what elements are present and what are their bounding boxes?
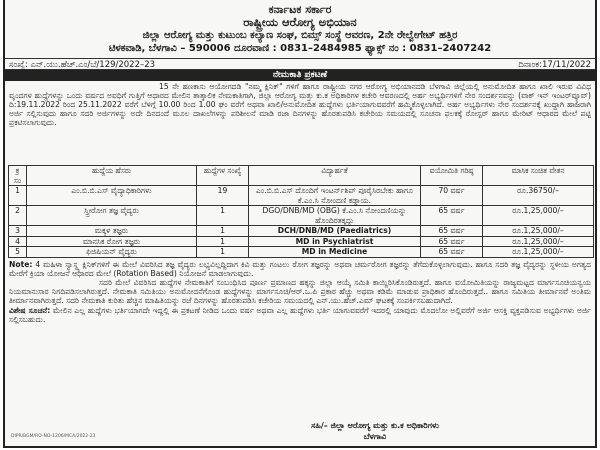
cell-salary: ರೂ.1,25,000/– <box>483 206 594 226</box>
cell-count: 1 <box>197 247 249 258</box>
mission-name: ರಾಷ್ಟ್ರೀಯ ಆರೋಗ್ಯ ಅಭಿಯಾನ <box>243 15 357 29</box>
cell-salary: ರೂ.1,25,000/– <box>483 247 594 258</box>
cell-qualification: DGO/DNB/MD (OBG) ಕೆ.ಎಂ.ಸಿ ನೋಂದಣಿಯನ್ನು ಹೊಂದಿರತಕ್ಕದ್ದು <box>249 206 421 226</box>
recruitment-notice <box>3 0 597 448</box>
col-age: ವಯೋಮಿತಿ ಗರಿಷ್ಠ <box>421 166 483 186</box>
cell-serial: 5 <box>9 247 27 258</box>
col-serial: ಕ್ರ ಸಂ <box>9 166 27 186</box>
cell-serial: 4 <box>9 236 27 247</box>
table-row <box>9 186 594 206</box>
signature-block <box>255 420 495 442</box>
vacancy-table <box>8 165 594 258</box>
cell-age: 70 ವರ್ಷ <box>421 186 483 206</box>
table-row <box>9 226 594 237</box>
cell-salary: ರೂ.36750/– <box>483 186 594 206</box>
signatory-place: ಬೆಳಗಾವಿ <box>363 432 387 441</box>
special-note-text: ಮೇಲಿನ ಎಲ್ಲ ಹುದ್ದೆಗಳು ಭರ್ತಿಯಾಗದೇ ಇದ್ದಲ್ಲಿ ಈ ಪ್ರಕಟಣೆ ನೀಡಿದ ಒಂದು ವರ್ಷ ಅಥವಾ ಎಲ್ಲ ಹುದ್ದೆಗಳು ಭರ್ತಿ ಯಾಗುವವರೆಗೆ ಇದರಲ್ಲಿ ಯಾವುದು ಮೊದಲೋ ಅಲ್ಲಿವರೆಗೆ ಅರ್ಜಿ ಆಸಕ್ತಿ ವ್ಯಕ್ತಪಡಿಸುವ ಅಭ್ಯರ್ಥಿಗಳು ಅರ್ಜಿ ಸಲ್ಲಿಸಬಹುದು. <box>9 305 591 324</box>
cell-post: ಮಾನಸಿಕ ರೋಗ ತಜ್ಞರು <box>27 236 197 247</box>
reference-line <box>5 58 595 70</box>
cell-age: 65 ವರ್ಷ <box>421 236 483 247</box>
contact-line: ಟಿಳಕವಾಡಿ, ಬೆಳಗಾವಿ – 590006 ದೂರವಾಣಿ : 0831–2484985 ಫ್ಯಾಕ್ಸ್ ನಂ : 0831–2407242 <box>108 43 492 54</box>
cell-serial: 3 <box>9 226 27 237</box>
reference-number: ಸಂಖ್ಯೆ: ಎನ್.ಯು.ಹೆಚ್.ಎಂ/ಬೆ/129/2022–23 <box>9 60 156 70</box>
govt-name: ಕರ್ನಾಟಕ ಸರ್ಕಾರ <box>268 3 332 16</box>
cell-age: 65 ವರ್ಷ <box>421 226 483 237</box>
table-row <box>9 236 594 247</box>
cell-serial: 2 <box>9 206 27 226</box>
cell-count: 1 <box>197 206 249 226</box>
table-header <box>9 166 594 186</box>
cell-qualification: MD in Medicine <box>249 247 421 258</box>
cell-count: 19 <box>197 186 249 206</box>
cell-count: 1 <box>197 236 249 247</box>
letterhead <box>5 0 595 55</box>
notice-date: ದಿನಾಂಕ:17/11/2022 <box>518 60 591 70</box>
cell-qualification: DCH/DNB/MD (Paediatrics) <box>249 226 421 237</box>
cell-age: 65 ವರ್ಷ <box>421 206 483 226</box>
cell-count: 1 <box>197 226 249 237</box>
cell-salary: ರೂ.1,25,000/– <box>483 226 594 237</box>
intro-paragraph: 15 ನೇ ಹಣಕಾಸು ಆಯೋಗದಡಿ "ನಮ್ಮ ಕ್ಲಿನಿಕ್" ಗಳಿಗೆ ಹಾಗೂ ರಾಷ್ಟ್ರೀಯ ನಗರ ಆರೋಗ್ಯ ಅಭಿಯಾನದಡಿ ಬೆಳಗಾವಿ ಜಿಲ್ಲೆಯಲ್ಲಿ ಅನುಮೋದಿತ ಹಾಗೂ ಖಾಲಿ ಇರುವ ವಿವಿಧ ವೃಂದಗಳ ಹುದ್ದೆಗಳನ್ನು ಒಂದು ವರ್ಷದ ಅವಧಿಗೆ ಗುತ್ತಿಗೆ ಆಧಾರದ ಮೇಲಿನ ತಾತ್ಕಾಲಿಕ ನೇಮಕಾತಿಗಾಗಿ, ಜಿಲ್ಲಾ ಆರೋಗ್ಯ ಮತ್ತು ಕು.ಕ ಅಧಿಕಾರಿಗಳ ಕಚೇರಿ ಆವರಣದಲ್ಲಿ ಅರ್ಹ ಅಭ್ಯರ್ಥಿಗಳಿಗೆ ನೇರ ಸಂದರ್ಶನವನ್ನು (ವಾಕ್ ಇನ್ ಇಂಟರ್‌ವ್ಯೂವ್) ದಿ:19.11.2022 ರಿಂದ 25.11.2022 ವರೆಗೆ ಬೆಳಿಗ್ಗೆ 10.00 ರಿಂದ 1.00 ಘಂ ವರೆಗೆ ಅಥವಾ ಖಾಲಿ/ಅನುಮೋದಿತ ಹುದ್ದೆಗಳು ಭರ್ತಿಯಾಗುವವರೆಗೆ ಹಮ್ಮಿಕೊಳ್ಳಲಾಗಿದೆ. ಅರ್ಹ ಅಭ್ಯರ್ಥಿಗಳು ನೇರ ಸಂದರ್ಶನಕ್ಕೆ ಖುದ್ದಾಗಿ ಹಾಜರಾಗಿ ಅರ್ಜಿ ಸಲ್ಲಿಸುವುದು ಹಾಗೂ ಸದರಿ ಅರ್ಜಿಗಳನ್ನು ಅದೇ ದಿನದಂದೆ ಮೂಲ ದಾಖಲೆಗಳನ್ನು ಪರಿಶೀಲನೆ ಮಾಡಿ ರಜಾ ದಿನಗಳನ್ನು ಹೊರತುಪಡಿಸಿ ಕಚೇರಿಯ ಸಮಯದಲ್ಲಿ ಸೂಚನಾ ಫಲಕಕ್ಕೆ ರೋಸ್ಟರ್ ಹಾಗೂ ಮೇರಿಟ್ ಆಧಾರದ ಮೇಲೆ ಪಟ್ಟಿ ಪ್ರಕಟಿಸಲಾಗುವುದು. <box>9 82 591 128</box>
cell-post: ಫಿಜಿಷಿಯನ್ ವೈದ್ಯರು <box>27 247 197 258</box>
note-label: Note: <box>9 259 33 269</box>
cell-qualification: ಎಂ.ಬಿ.ಬಿ.ಎಸ್ ದೊಂದಿಗೆ ಇಂಟರ್ನ್‌ಶಿಪ್ ಪೂರೈಸಿರಬೇಕು ಹಾಗೂ ಕೆ.ಎಂ.ಸಿ ನೋಂದಣಿ ಕಡ್ಡಾಯ. <box>249 186 421 206</box>
cell-age: 65 ವರ್ಷ <box>421 247 483 258</box>
office-address: ಜಿಲ್ಲಾ ಆರೋಗ್ಯ ಮತ್ತು ಕುಟುಂಬ ಕಲ್ಯಾಣ ಸಂಘ, ಬಿಮ್ಸ್ ಸಂಸ್ಥೆ ಆವರಣ, 2ನೇ ರೇಲ್ವೇಗೇಟ್ ಹತ್ತಿರ <box>142 30 458 41</box>
col-count: ಹುದ್ದೆಗಳ ಸಂಖ್ಯೆ <box>197 166 249 186</box>
col-post: ಹುದ್ದೆಯ ಹೆಸರು <box>27 166 197 186</box>
cell-post: ಎಂ.ಬಿ.ಬಿ.ಎಸ್ ವೈದ್ಯಾಧಿಕಾರಿಗಳು <box>27 186 197 206</box>
release-code: DIPR/BGM/RO-NO-1206/MCA/2022-23 <box>11 434 96 439</box>
selection-paragraph: ಸದರಿ ಮೇಲೆ ವಿವರಿಸಿದ ಹುದ್ದೆಗಳ ನೇಮಕಾತಿಗೆ ಸಂಬಂಧಿಸಿದ ಪೂರ್ಣ ಪ್ರಮಾಣದ ಹಕ್ಕನ್ನು ಜಿಲ್ಲಾ ಆಯ್ಕೆ ಸಮಿತಿ ಕಾಯ್ದಿರಿಸಿಕೊಂಡಿರುತ್ತದೆ. ಹಾಗೂ ವಯೋಮಿತಿಯನ್ನು ರಾಜ್ಯಮಟ್ಟದ ಮಾರ್ಗಸೂಚಿಯನ್ವಯ ನಿಯಮಾನುಸಾರ ನಿಗದಿಪಡಿಸಲಾಗಿರುತ್ತದೆ. ನೇಮಕಾತಿ ಸಮಿತಿಯು ಅನುಮೋದನೆಗೊಂಡ ಹುದ್ದೆಗಳನ್ನು ಮಾರ್ಗಸೂಚಿ/ಆರ್.ಒ.ಪಿ ಪ್ರಕಾರ ಹೆಚ್ಚು ಅಥವಾ ಕಡಿಮೆ ಮಾಡುವ ಪ್ರಾಧಿಕಾರ ಹೊಂದಿರುತ್ತದೆ.. ಹಾಗೂ ಸಮಿತಿಯ ತೀರ್ಮಾನವೆ ಅಂತಿಮ ತೀರ್ಮಾನವಾಗಿರುತ್ತದೆ. ಸದರಿ ನೇಮಕಾತಿ ಕುರಿತು ಹೆಚ್ಚಿನ ಮಾಹಿತಿಯನ್ನು ರಜೆ ದಿನಗಳನ್ನು ಹೊರತುಪಡಿಸಿ ಕಚೇರಿಯ ಸಮಯದಲ್ಲಿ ಎನ್.ಯು.ಹೆಚ್.ಎಮ್ ಘಟಕಕ್ಕೆ ಸಂಪರ್ಕಿಸಬಹುದಾಗಿದೆ. <box>9 277 591 306</box>
cell-salary: ರೂ.1,25,000/– <box>483 236 594 247</box>
special-note-label: ವಿಶೇಷ ಸೂಚನೆ: <box>9 305 51 315</box>
col-salary: ಮಾಸಿಕ ಸಂಚಿತ ವೇತನ <box>483 166 594 186</box>
table-row <box>9 247 594 258</box>
table-row <box>9 206 594 226</box>
cell-post: ಸ್ತ್ರೀರೋಗ ತಜ್ಞ ವೈದ್ಯರು <box>27 206 197 226</box>
notice-title: ನೇಮಕಾತಿ ಪ್ರಕಟಣೆ <box>5 70 595 81</box>
cell-qualification: MD in Psychiatrist <box>249 236 421 247</box>
col-qualification: ವಿದ್ಯಾರ್ಹತೆ <box>249 166 421 186</box>
cell-serial: 1 <box>9 186 27 206</box>
notes-section <box>5 258 595 381</box>
note-text: 4 ಮಹಿಳಾ ಸ್ವಾಸ್ಥ್ಯ ಕ್ಲಿನಿಕ್‌ಗಳಿಗೆ ಈ ಮೇಲೆ ವಿವರಿಸಿದ ತಜ್ಞ ವೈದ್ಯರು ಲಭ್ಯವಿಲ್ಲದ್ದಿದಾಗ ಕಿವಿ ಮತ್ತು ಗಂಟಲು ರೋಗ ತಜ್ಞರನ್ನು ಅಥವಾ ಚರ್ಮರೋಗ ತಜ್ಞರನ್ನು ತೆಗೆದುಕೊಳ್ಳಲಾಗುವುದು. ಹಾಗೂ ಸದರಿ ತಜ್ಞ ವೈದ್ಯರನ್ನು ಸ್ಥಳೀಯ ಅಗತ್ಯದ ಮೇರೆಗೆ ಕ್ರಿಯಾ ಯೋಜನೆ ಆಧಾರದ ಮೇಲೆ (Rotation Based) ನಿಯೋಜನೆ ಮಾಡಲಾಗುವುದು. <box>9 259 591 278</box>
signatory: ಸಹಿ/– ಜಿಲ್ಲಾ ಆರೋಗ್ಯ ಮತ್ತು ಕು.ಕ ಅಧಿಕಾರಿಗಳು <box>311 421 439 430</box>
cell-post: ಮಕ್ಕಳ ತಜ್ಞರು <box>27 226 197 237</box>
